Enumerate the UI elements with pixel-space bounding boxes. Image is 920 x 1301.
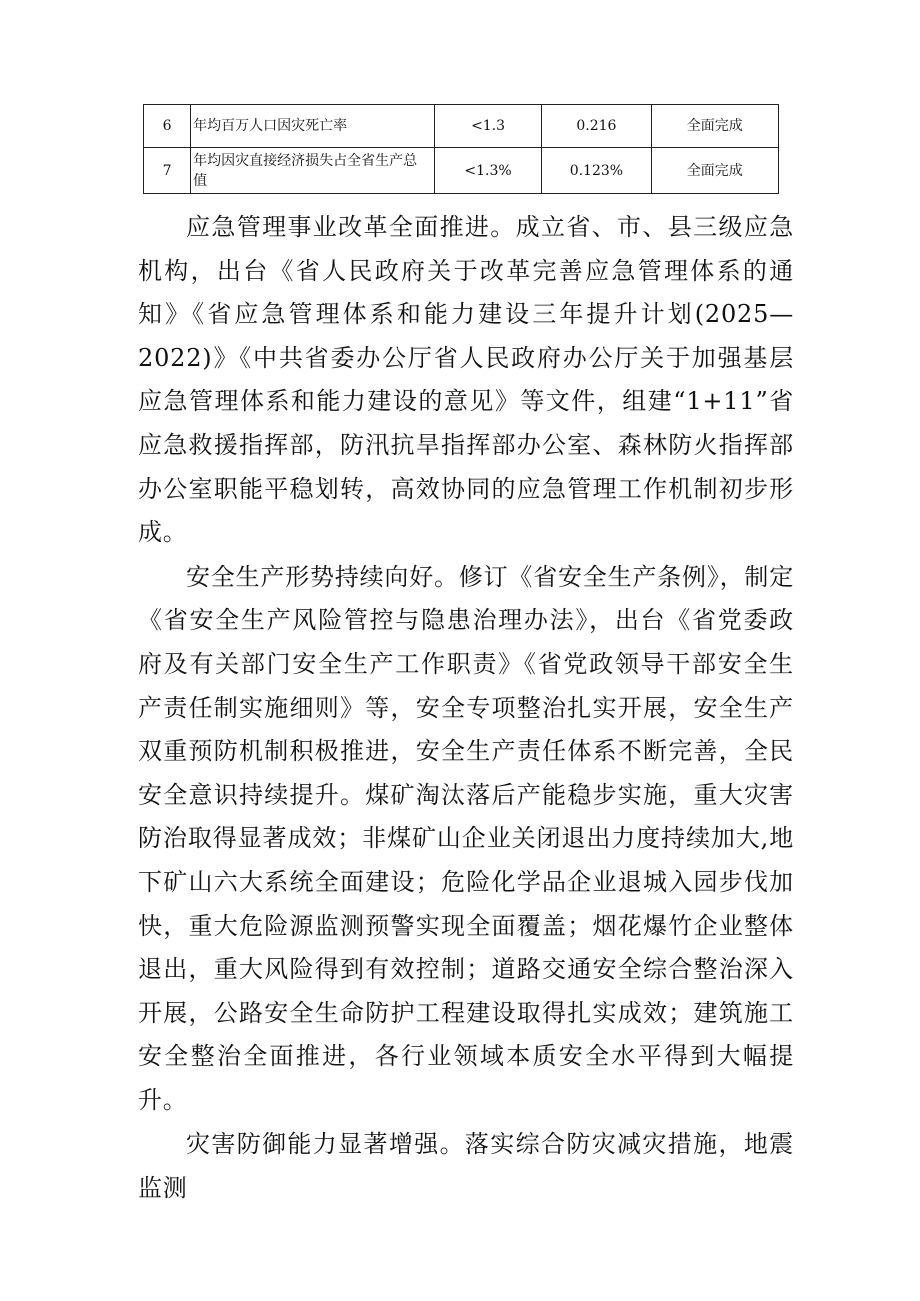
article-body: [138, 206, 794, 1212]
completion-status: 全面完成: [651, 105, 778, 148]
row-number: 7: [144, 148, 191, 194]
indicator-table: [143, 104, 779, 194]
paragraph-disaster-prevention: 灾害防御能力显著增强。落实综合防灾减灾措施，地震监测: [138, 1130, 794, 1203]
table-row: [144, 148, 779, 194]
indicator-name: 年均百万人口因灾死亡率: [191, 105, 435, 148]
row-number: 6: [144, 105, 191, 148]
paragraph-work-safety: 安全生产形势持续向好。修订《省安全生产条例》，制定《省安全生产风险管控与隐患治理办法》，出台《省党委政府及有关部门安全生产工作职责》《省党政领导干部安全生产责任制实施细则》等，安全专项整治扎实开展，安全生产双重预防机制积极推进，安全生产责任体系不断完善，全民安全意识持续提升。煤矿淘汰落后产能稳步实施，重大灾害防治取得显著成效；非煤矿山企业关闭退出力度持续加大,地下矿山六大系统全面建设；危险化学品企业退城入园步伐加快，重大危险源监测预警实现全面覆盖；烟花爆竹企业整体退出，重大风险得到有效控制；道路交通安全综合整治深入开展，公路安全生命防护工程建设取得扎实成效；建筑施工安全整治全面推进，各行业领域本质安全水平得到大幅提升。: [138, 562, 794, 1114]
completion-status: 全面完成: [651, 148, 778, 194]
table-row: [144, 105, 779, 148]
actual-value: 0.216: [542, 105, 651, 148]
indicator-name: 年均因灾直接经济损失占全省生产总值: [191, 148, 435, 194]
paragraph-emergency-reform: 应急管理事业改革全面推进。成立省、市、县三级应急机构，出台《省人民政府关于改革完善应急管理体系的通知》《省应急管理体系和能力建设三年提升计划(2025—2022)》《中共省委办公厅省人民政府办公厅关于加强基层应急管理体系和能力建设的意见》等文件，组建“1+11”省应急救援指挥部，防汛抗旱指挥部办公室、森林防火指挥部办公室职能平稳划转，高效协同的应急管理工作机制初步形成。: [138, 213, 794, 547]
target-value: <1.3%: [434, 148, 541, 194]
target-value: <1.3: [434, 105, 541, 148]
actual-value: 0.123%: [542, 148, 651, 194]
